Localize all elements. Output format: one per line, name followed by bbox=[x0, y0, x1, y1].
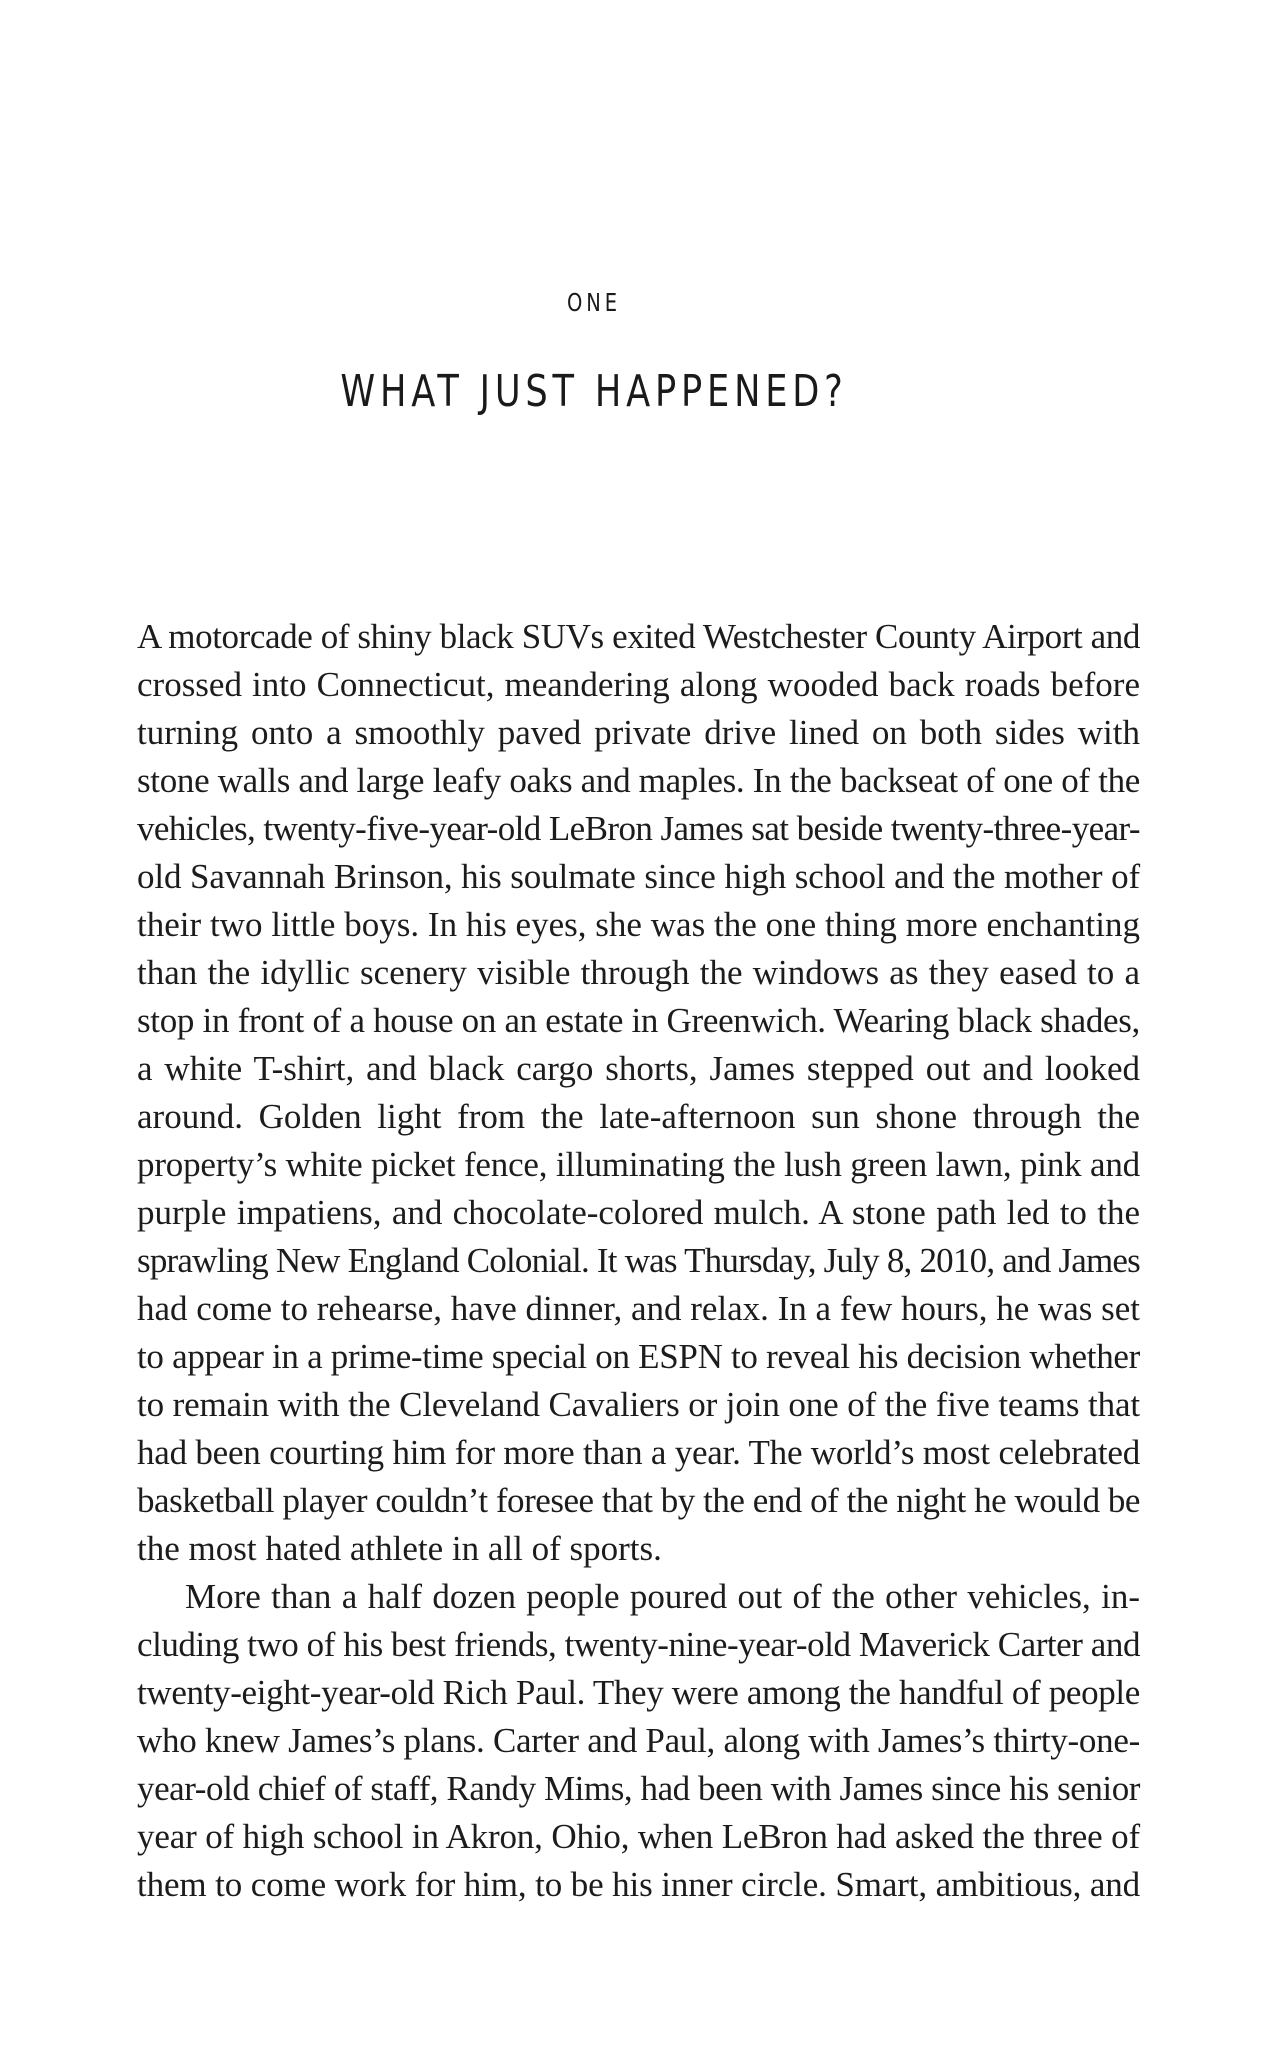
text-line: old Savannah Brinson, his soulmate since high school and the mother of bbox=[137, 857, 1140, 896]
chapter-number: ONE bbox=[567, 288, 621, 317]
text-line: crossed into Connecticut, meandering along wooded back roads before bbox=[137, 665, 1140, 704]
text-line: cluding two of his best friends, twenty-nine-year-old Maverick Carter and bbox=[137, 1625, 1140, 1664]
text-line: their two little boys. In his eyes, she was the one thing more enchanting bbox=[137, 905, 1140, 944]
text-line: than the idyllic scenery visible through the windows as they eased to a bbox=[137, 953, 1140, 992]
text-line: property’s white picket fence, illuminating the lush green lawn, pink and bbox=[137, 1145, 1140, 1184]
chapter-body bbox=[137, 613, 1140, 1909]
text-line: basketball player couldn’t foresee that by the end of the night he would be bbox=[137, 1481, 1140, 1520]
text-line: to appear in a prime-time special on ESPN to reveal his decision whether bbox=[137, 1337, 1140, 1376]
text-line: them to come work for him, to be his inner circle. Smart, ambitious, and bbox=[137, 1865, 1140, 1904]
paragraph-1 bbox=[137, 613, 1140, 1573]
text-line: purple impatiens, and chocolate-colored mulch. A stone path led to the bbox=[137, 1193, 1140, 1232]
text-line: who knew James’s plans. Carter and Paul, along with James’s thirty-one- bbox=[137, 1721, 1140, 1760]
chapter-title: WHAT JUST HAPPENED? bbox=[340, 366, 848, 417]
text-line: to remain with the Cleveland Cavaliers or join one of the five teams that bbox=[137, 1385, 1140, 1424]
text-line: More than a half dozen people poured out of the other vehicles, in- bbox=[185, 1577, 1140, 1616]
text-line: sprawling New England Colonial. It was Thursday, July 8, 2010, and James bbox=[137, 1241, 1140, 1280]
text-line: year of high school in Akron, Ohio, when LeBron had asked the three of bbox=[137, 1817, 1140, 1856]
text-line: had come to rehearse, have dinner, and relax. In a few hours, he was set bbox=[137, 1289, 1140, 1328]
text-line: the most hated athlete in all of sports. bbox=[137, 1529, 662, 1568]
text-line: stone walls and large leafy oaks and maples. In the backseat of one of the bbox=[137, 761, 1140, 800]
paragraph-2 bbox=[137, 1573, 1140, 1909]
text-line: had been courting him for more than a year. The world’s most celebrated bbox=[137, 1433, 1140, 1472]
text-line: a white T-shirt, and black cargo shorts, James stepped out and looked bbox=[137, 1049, 1140, 1088]
text-line: twenty-eight-year-old Rich Paul. They were among the handful of people bbox=[137, 1673, 1140, 1712]
text-line: turning onto a smoothly paved private drive lined on both sides with bbox=[137, 713, 1140, 752]
text-line: around. Golden light from the late-afternoon sun shone through the bbox=[137, 1097, 1140, 1136]
text-line: stop in front of a house on an estate in Greenwich. Wearing black shades, bbox=[137, 1001, 1140, 1040]
text-line: vehicles, twenty-five-year-old LeBron James sat beside twenty-three-year- bbox=[137, 809, 1140, 848]
text-line: year-old chief of staff, Randy Mims, had been with James since his senior bbox=[137, 1769, 1140, 1808]
text-line: A motorcade of shiny black SUVs exited Westchester County Airport and bbox=[137, 617, 1140, 656]
